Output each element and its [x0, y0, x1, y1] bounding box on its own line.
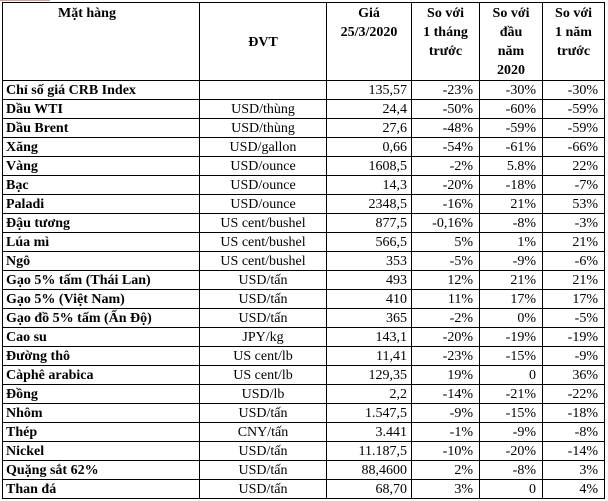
cell-unit: USD/thùng [200, 119, 327, 138]
cell-vs-ytd: 21% [480, 195, 543, 214]
cell-vs-year: -14% [543, 442, 605, 461]
table-row [3, 423, 605, 442]
cell-vs-month: -5% [412, 252, 480, 271]
cell-item: Dầu WTI [3, 100, 200, 119]
cell-unit: USD/gallon [200, 138, 327, 157]
cell-item: Thép [3, 423, 200, 442]
cell-item: Quặng sắt 62% [3, 461, 200, 480]
cell-item: Gạo 5% (Việt Nam) [3, 290, 200, 309]
cell-price: 566,5 [327, 233, 412, 252]
cell-vs-month: -20% [412, 176, 480, 195]
cell-price: 68,70 [327, 480, 412, 499]
cell-price: 129,35 [327, 366, 412, 385]
cell-vs-ytd: -30% [480, 81, 543, 100]
cell-vs-month: 19% [412, 366, 480, 385]
cell-unit: USD/tấn [200, 271, 327, 290]
header-vs-ytd [480, 3, 543, 81]
cell-vs-year: 21% [543, 271, 605, 290]
cell-vs-ytd: -9% [480, 252, 543, 271]
cell-vs-ytd: -60% [480, 100, 543, 119]
table-row [3, 309, 605, 328]
cell-unit: US cent/bushel [200, 233, 327, 252]
cell-price: 410 [327, 290, 412, 309]
commodity-price-table [2, 2, 605, 499]
table-row [3, 404, 605, 423]
cell-unit: USD/tấn [200, 480, 327, 499]
table-row [3, 195, 605, 214]
cell-vs-month: 12% [412, 271, 480, 290]
cell-vs-month: -1% [412, 423, 480, 442]
cell-vs-year: -7% [543, 176, 605, 195]
cell-item: Bạc [3, 176, 200, 195]
cell-unit: USD/lb [200, 385, 327, 404]
cell-item: Lúa mì [3, 233, 200, 252]
table-row [3, 157, 605, 176]
cell-item: Đậu tương [3, 214, 200, 233]
cell-vs-year: -3% [543, 214, 605, 233]
cell-price: 11,41 [327, 347, 412, 366]
cell-vs-year: -66% [543, 138, 605, 157]
header-item-label: Mặt hàng [58, 6, 116, 21]
cell-item: Càphê arabica [3, 366, 200, 385]
table-row [3, 442, 605, 461]
table-row [3, 461, 605, 480]
cell-item: Xăng [3, 138, 200, 157]
header-vs-year-line1: So với [555, 6, 592, 21]
header-vs-year-line2: 1 năm [555, 25, 592, 40]
header-vs-year-line3: trước [556, 44, 591, 59]
header-price [327, 3, 412, 81]
header-vs-month-line1: So với [427, 6, 464, 21]
header-vs-ytd-line4: 2020 [497, 63, 525, 78]
header-price-line2: 25/3/2020 [340, 25, 398, 40]
cell-item: Cao su [3, 328, 200, 347]
cell-vs-ytd: -21% [480, 385, 543, 404]
header-vs-ytd-line3: năm [497, 44, 525, 59]
cell-unit: US cent/lb [200, 366, 327, 385]
cell-vs-ytd: -61% [480, 138, 543, 157]
cell-unit: USD/tấn [200, 442, 327, 461]
table-row [3, 347, 605, 366]
cell-item: Gạo 5% tấm (Thái Lan) [3, 271, 200, 290]
table-row [3, 366, 605, 385]
cell-vs-year: 17% [543, 290, 605, 309]
cell-vs-year: -19% [543, 328, 605, 347]
cell-price: 2,2 [327, 385, 412, 404]
cell-price: 2348,5 [327, 195, 412, 214]
cell-vs-year: 22% [543, 157, 605, 176]
cell-price: 27,6 [327, 119, 412, 138]
cell-unit [200, 81, 327, 100]
cell-item: Đồng [3, 385, 200, 404]
header-item [3, 3, 200, 81]
cell-unit: USD/ounce [200, 157, 327, 176]
cell-vs-month: 5% [412, 233, 480, 252]
cell-unit: USD/tấn [200, 461, 327, 480]
header-vs-month-line3: trước [428, 44, 463, 59]
cell-vs-ytd: 1% [480, 233, 543, 252]
cell-vs-year: -9% [543, 347, 605, 366]
cell-vs-year: -6% [543, 252, 605, 271]
cell-vs-year: 4% [543, 480, 605, 499]
cell-vs-month: -14% [412, 385, 480, 404]
cell-vs-year: -18% [543, 404, 605, 423]
cell-unit: USD/tấn [200, 404, 327, 423]
header-vs-ytd-line1: So với [492, 6, 530, 21]
cell-vs-month: -54% [412, 138, 480, 157]
table-row [3, 252, 605, 271]
cell-vs-ytd: -19% [480, 328, 543, 347]
cell-unit: US cent/bushel [200, 214, 327, 233]
cell-vs-month: -0,16% [412, 214, 480, 233]
cell-price: 88,4600 [327, 461, 412, 480]
cell-vs-year: -59% [543, 119, 605, 138]
cell-item: Chỉ số giá CRB Index [3, 81, 200, 100]
cell-price: 0,66 [327, 138, 412, 157]
cell-price: 14,3 [327, 176, 412, 195]
cell-vs-year: 36% [543, 366, 605, 385]
cell-price: 365 [327, 309, 412, 328]
cell-vs-year: -59% [543, 100, 605, 119]
cell-vs-month: -2% [412, 309, 480, 328]
cell-vs-month: 2% [412, 461, 480, 480]
header-vs-ytd-line2: đầu [499, 25, 523, 40]
cell-vs-month: 3% [412, 480, 480, 499]
table-row [3, 214, 605, 233]
cell-item: Đường thô [3, 347, 200, 366]
cell-unit: US cent/lb [200, 347, 327, 366]
cell-unit: USD/ounce [200, 195, 327, 214]
header-unit [200, 3, 327, 81]
cell-price: 135,57 [327, 81, 412, 100]
cell-unit: JPY/kg [200, 328, 327, 347]
header-vs-month [412, 3, 480, 81]
cell-item: Ngô [3, 252, 200, 271]
header-unit-label: ĐVT [248, 34, 278, 50]
cell-vs-month: -23% [412, 347, 480, 366]
cell-item: Gạo đồ 5% tấm (Ấn Độ) [3, 309, 200, 328]
cell-vs-ytd: 0 [480, 480, 543, 499]
cell-item: Nhôm [3, 404, 200, 423]
cell-unit: USD/ounce [200, 176, 327, 195]
table-row [3, 100, 605, 119]
cell-unit: USD/tấn [200, 290, 327, 309]
cell-vs-ytd: -15% [480, 404, 543, 423]
table-row [3, 233, 605, 252]
cell-unit: USD/tấn [200, 309, 327, 328]
cell-item: Nickel [3, 442, 200, 461]
table-row [3, 176, 605, 195]
table-header-row [3, 3, 605, 81]
cell-price: 493 [327, 271, 412, 290]
cell-vs-month: -9% [412, 404, 480, 423]
cell-vs-year: 3% [543, 461, 605, 480]
table-row [3, 119, 605, 138]
table-row [3, 138, 605, 157]
cell-vs-ytd: 17% [480, 290, 543, 309]
cell-vs-ytd: -9% [480, 423, 543, 442]
cell-vs-ytd: 0 [480, 366, 543, 385]
cell-vs-year: 53% [543, 195, 605, 214]
cell-price: 3.441 [327, 423, 412, 442]
table-row [3, 385, 605, 404]
cell-price: 353 [327, 252, 412, 271]
cell-vs-year: 21% [543, 233, 605, 252]
cell-vs-ytd: -59% [480, 119, 543, 138]
cell-price: 877,5 [327, 214, 412, 233]
cell-item: Dầu Brent [3, 119, 200, 138]
table-row [3, 81, 605, 100]
cell-vs-month: -20% [412, 328, 480, 347]
cell-vs-ytd: -8% [480, 214, 543, 233]
cell-vs-ytd: 0% [480, 309, 543, 328]
header-price-line1: Giá [358, 6, 380, 21]
cell-item: Than đá [3, 480, 200, 499]
cell-vs-month: -10% [412, 442, 480, 461]
table-row [3, 328, 605, 347]
cell-vs-ytd: -8% [480, 461, 543, 480]
header-vs-month-line2: 1 tháng [423, 25, 468, 40]
cell-price: 1.547,5 [327, 404, 412, 423]
cell-item: Paladi [3, 195, 200, 214]
cell-vs-month: -50% [412, 100, 480, 119]
cell-unit: USD/thùng [200, 100, 327, 119]
header-vs-year [543, 3, 605, 81]
table-row [3, 271, 605, 290]
cell-vs-month: -23% [412, 81, 480, 100]
cell-vs-ytd: -18% [480, 176, 543, 195]
cell-vs-month: 11% [412, 290, 480, 309]
cell-vs-month: -16% [412, 195, 480, 214]
cell-item: Vàng [3, 157, 200, 176]
cell-vs-year: -8% [543, 423, 605, 442]
table-row [3, 480, 605, 499]
cell-price: 143,1 [327, 328, 412, 347]
cell-vs-year: -5% [543, 309, 605, 328]
cell-unit: CNY/tấn [200, 423, 327, 442]
cell-vs-ytd: 21% [480, 271, 543, 290]
table-body [3, 81, 605, 499]
cell-unit: US cent/bushel [200, 252, 327, 271]
cell-vs-ytd: -15% [480, 347, 543, 366]
cell-price: 24,4 [327, 100, 412, 119]
cell-vs-month: -2% [412, 157, 480, 176]
cell-vs-ytd: 5.8% [480, 157, 543, 176]
cell-price: 11.187,5 [327, 442, 412, 461]
cell-vs-month: -48% [412, 119, 480, 138]
cell-vs-year: -30% [543, 81, 605, 100]
table-row [3, 290, 605, 309]
cell-vs-ytd: -20% [480, 442, 543, 461]
cell-vs-year: -22% [543, 385, 605, 404]
cell-price: 1608,5 [327, 157, 412, 176]
